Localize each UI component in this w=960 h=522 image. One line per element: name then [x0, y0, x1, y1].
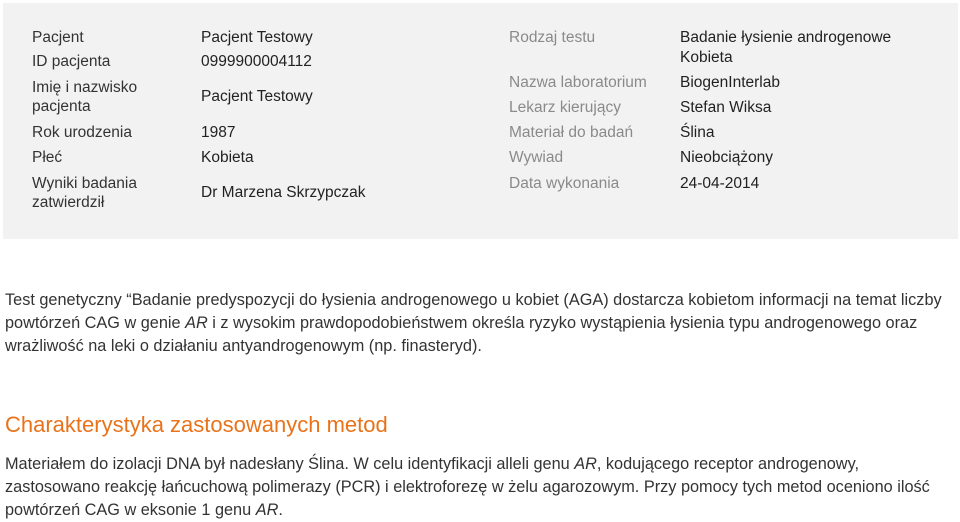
intro-text-part1: Test genetyczny “Badanie predyspozycji do łysienia androgenowego u kobiet (AGA) dostarcza kobietom informacji na temat liczby powtórzeń CAG w genie	[5, 291, 942, 332]
label-birth-year: Rok urodzenia	[32, 124, 132, 141]
value-referring-doctor: Stefan Wiksa	[680, 99, 772, 116]
value-history: Nieobciążony	[680, 149, 774, 166]
value-patient-id: 0999900004112	[201, 53, 312, 70]
value-test-type-line2: Kobieta	[680, 49, 733, 66]
label-patient-id: ID pacjenta	[32, 53, 111, 70]
label-approved-by-line1: Wyniki badania	[32, 175, 137, 192]
value-birth-year: 1987	[201, 124, 236, 141]
value-approved-by: Dr Marzena Skrzypczak	[201, 184, 366, 201]
value-sample-material: Ślina	[680, 124, 715, 141]
methods-text-part1: Materiałem do izolacji DNA był nadesłany Ślina. W celu identyfikacji alleli genu	[5, 455, 575, 473]
patient-info-panel	[3, 3, 958, 239]
label-patient-name-line2: pacjenta	[32, 98, 91, 115]
methods-heading: Charakterystyka zastosowanych metod	[5, 412, 388, 437]
methods-text-part2: , kodującego receptor androgenowy, zastosowano reakcję łańcuchową polimerazy (PCR) i elektroforezę w żelu agarozowym. Przy pomocy tych metod oceniono ilość powtórzeń CAG w eksonie 1 genu	[5, 455, 930, 519]
label-sample-material: Materiał do badań	[509, 124, 634, 141]
label-lab-name: Nazwa laboratorium	[509, 74, 647, 91]
intro-gene-name: AR	[185, 314, 208, 332]
label-patient-name-line1: Imię i nazwisko	[32, 79, 138, 96]
label-test-type: Rodzaj testu	[509, 29, 596, 46]
methods-text-part3: .	[278, 501, 283, 519]
intro-paragraph	[5, 289, 955, 358]
value-lab-name: BiogenInterlab	[680, 74, 780, 91]
label-sex: Płeć	[32, 149, 63, 166]
intro-text-part2: i z wysokim prawdopodobieństwem określa ryzyko wystąpienia łysienia typu androgenowego oraz wrażliwość na leki o działaniu antyandrogenowym (np. finasteryd).	[5, 314, 918, 355]
label-approved-by-line2: zatwierdził	[32, 194, 105, 211]
methods-gene-name-1: AR	[574, 455, 597, 473]
methods-paragraph	[5, 453, 955, 522]
value-sex: Kobieta	[201, 149, 254, 166]
label-test-date: Data wykonania	[509, 175, 620, 192]
label-patient: Pacjent	[32, 29, 84, 46]
value-test-type-line1: Badanie łysienie androgenowe	[680, 29, 892, 46]
value-patient: Pacjent Testowy	[201, 29, 313, 46]
methods-gene-name-2: AR	[255, 501, 279, 519]
label-referring-doctor: Lekarz kierujący	[509, 99, 621, 116]
value-test-date: 24-04-2014	[680, 175, 760, 192]
label-history: Wywiad	[509, 149, 564, 166]
value-patient-name: Pacjent Testowy	[201, 88, 313, 105]
